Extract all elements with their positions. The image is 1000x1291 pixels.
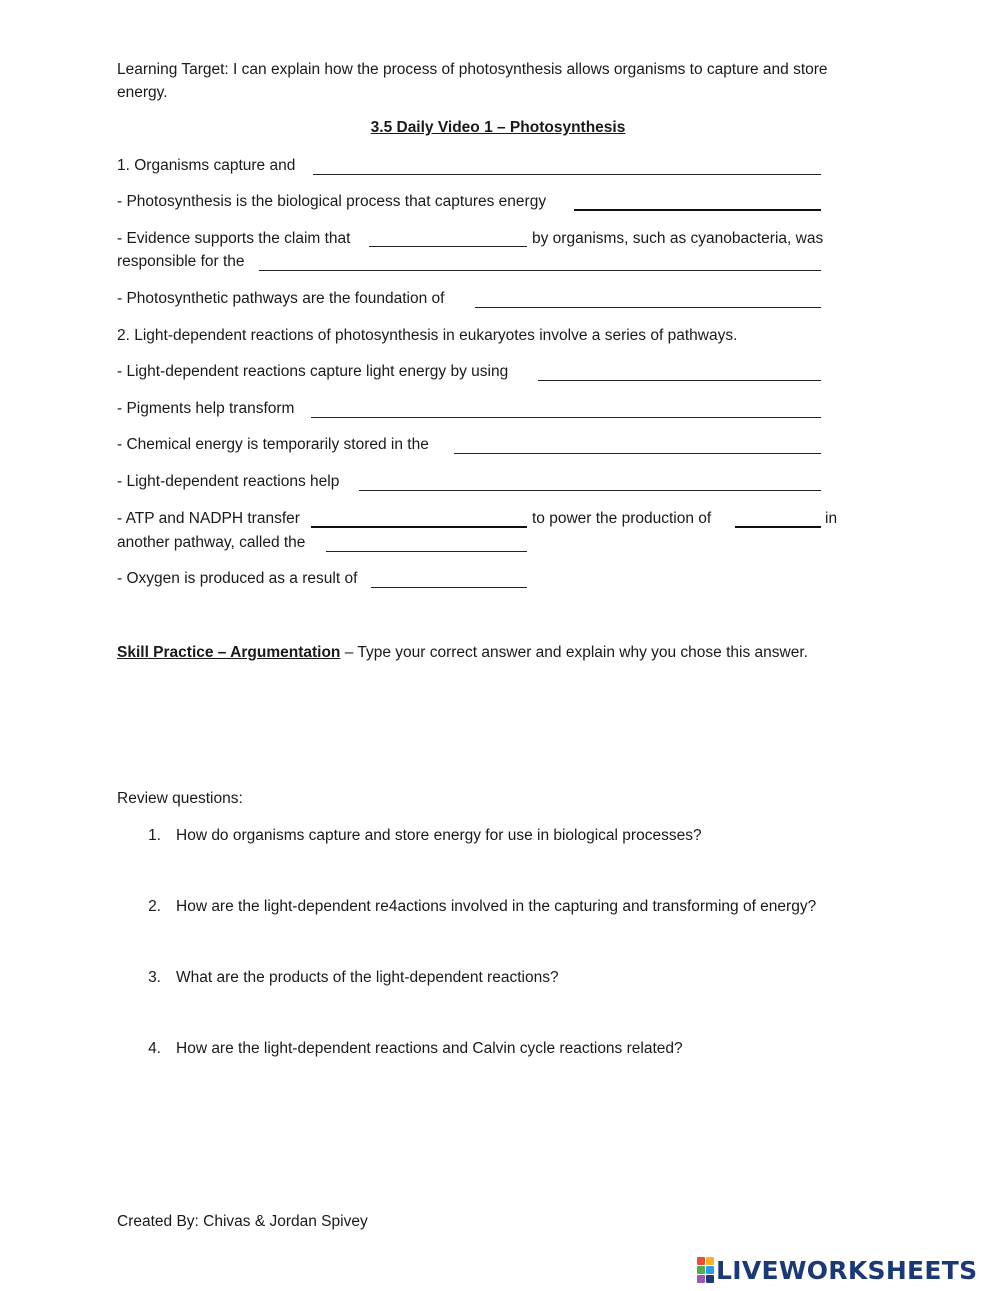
skill-practice-label: Skill Practice – Argumentation [117,644,341,661]
blank-production-of[interactable] [735,526,821,528]
q2-bullet-3: - Chemical energy is temporarily stored in the [117,436,429,453]
q2-bullet-5b: to power the production of [532,510,712,527]
blank-oxygen-result[interactable] [371,587,527,588]
q1-lead: 1. Organisms capture and [117,157,296,174]
learning-target-line1: Learning Target: I can explain how the process of photosynthesis allows organisms to capture and store [117,61,828,78]
q1-bullet-3: - Photosynthetic pathways are the foundation of [117,290,445,307]
q2-bullet-5d: another pathway, called the [117,534,306,551]
blank-by-using[interactable] [538,380,821,381]
q1-bullet-1: - Photosynthesis is the biological process that captures energy [117,193,547,210]
review-item-text: How are the light-dependent re4actions involved in the capturing and transforming of energy? [176,898,817,915]
q1-bullet-2a: - Evidence supports the claim that [117,230,351,247]
q2-bullet-5a: - ATP and NADPH transfer [117,510,300,527]
blank-captures-energy[interactable] [574,209,821,211]
review-item-number: 2. [148,898,161,915]
q1-bullet-2c: responsible for the [117,253,245,270]
q2-bullet-5c: in [825,510,838,527]
page-title: 3.5 Daily Video 1 – Photosynthesis [370,119,626,136]
learning-target-line2: energy. [117,84,168,101]
review-item-text: What are the products of the light-dependent reactions? [176,969,559,986]
q2-bullet-2: - Pigments help transform [117,400,295,417]
skill-practice-instructions: – Type your correct answer and explain why you chose this answer. [340,644,808,661]
logo-text: LIVEWORKSHEETS [716,1255,978,1285]
q2-bullet-4: - Light-dependent reactions help [117,473,340,490]
q1-bullet-2b: by organisms, such as cyanobacteria, was [532,230,824,247]
q2-bullet-1: - Light-dependent reactions capture light energy by using [117,363,509,380]
blank-evidence-claim[interactable] [369,246,527,247]
blank-pathway-called[interactable] [326,551,527,552]
review-item-number: 1. [148,827,161,844]
blank-capture-and[interactable] [313,174,821,175]
review-item-text: How are the light-dependent reactions and Calvin cycle reactions related? [176,1040,683,1057]
blank-reactions-help[interactable] [359,490,821,491]
review-heading: Review questions: [117,790,243,807]
skill-practice [117,643,808,663]
review-item-text: How do organisms capture and store energy for use in biological processes? [176,827,702,844]
blank-pigments-transform[interactable] [311,417,821,418]
review-item-number: 3. [148,969,161,986]
q2-lead: 2. Light-dependent reactions of photosynthesis in eukaryotes involve a series of pathways. [117,327,738,344]
review-item-number: 4. [148,1040,161,1057]
blank-atp-transfer[interactable] [311,526,527,528]
blank-responsible-for[interactable] [259,270,821,271]
liveworksheets-logo [697,1257,977,1283]
footer-credit: Created By: Chivas & Jordan Spivey [117,1213,368,1230]
blank-stored-in[interactable] [454,453,821,454]
blank-foundation-of[interactable] [475,307,821,308]
logo-mark-icon [697,1257,714,1283]
q2-bullet-6: - Oxygen is produced as a result of [117,570,358,587]
